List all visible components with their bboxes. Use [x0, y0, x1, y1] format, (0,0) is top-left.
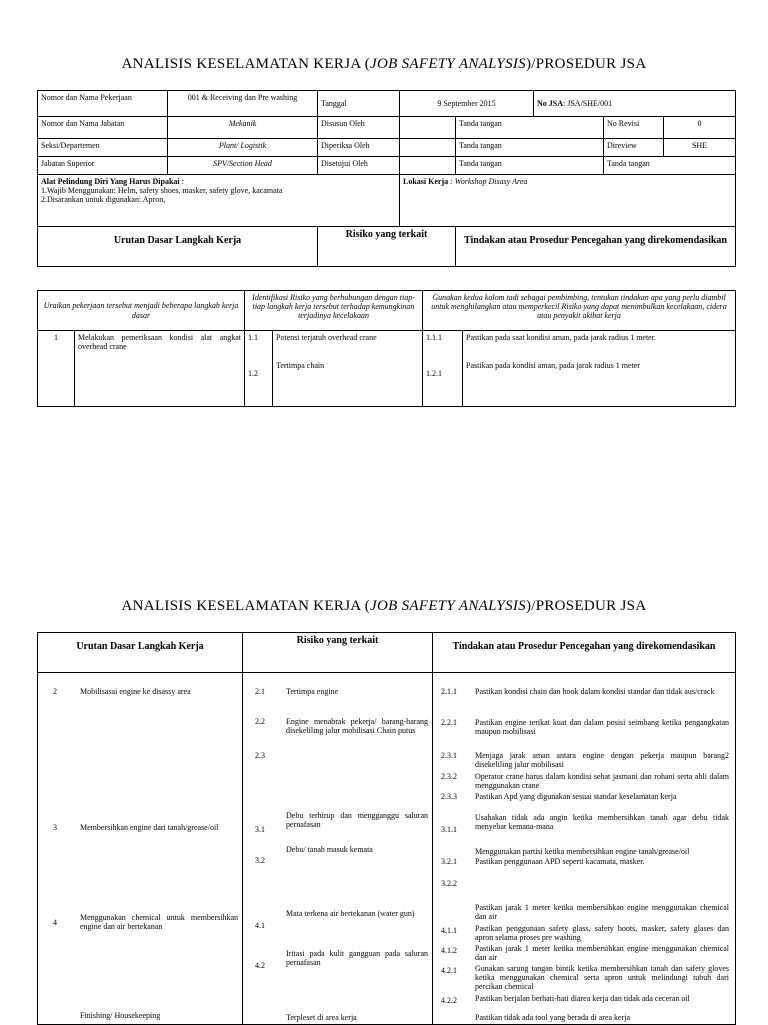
guide-col3: Gunakan kedua kolom tadi sebagai pembimbing, tentukan tindakan apa yang perlu diambil untuk menghilangkan atau memperkecil Risiko yang dapat menimbulkan kecelakaan, cidera atau penyakit akibat kerja [423, 291, 736, 331]
label-tanda-tangan-1: Tanda tangan [456, 117, 604, 139]
action-text: Pastikan jarak 1 meter ketika membersihkan engine menggunakan chemical dan air [475, 944, 729, 963]
risk-no: 2.1 [255, 687, 265, 696]
label-direview: Direview [604, 139, 664, 157]
apd-title: Alat Pelindung Diri Yang Harus Dipakai [41, 177, 180, 186]
risk-no: 1.1 [248, 333, 259, 342]
label-disetujui-oleh: Disetujui Oleh [318, 157, 400, 175]
step-text: Membersihkan engine dari tanah/grease/oil [80, 823, 219, 832]
header-tindakan: Tindakan atau Prosedur Pencegahan yang direkomendasikan [456, 227, 736, 267]
info-table [37, 90, 736, 267]
page2-header-risiko: Risiko yang terkait [243, 633, 433, 673]
page2-header-tindakan: Tindakan atau Prosedur Pencegahan yang direkomendasikan [433, 633, 736, 673]
action-text: Pastikan Apd yang digunakan sesuai standar keselamatan kerja [475, 792, 677, 801]
action-no: 4.1.1 [441, 926, 457, 935]
label-seksi: Seksi/Departemen [38, 139, 168, 157]
title-suffix: )/PROSEDUR JSA [525, 56, 647, 72]
label-no-revisi: No Revisi [604, 117, 664, 139]
action-no: 2.2.1 [441, 718, 457, 727]
label-tanggal: Tanggal [318, 91, 400, 117]
label-tanda-tangan-3: Tanda tangan [456, 157, 604, 175]
lokasi-label: Lokasi Kerja [403, 177, 449, 186]
title-italic: JOB SAFETY ANALYSIS [370, 56, 526, 72]
risk-text: Iritasi pada kulit gangguan pada saluran pernafasan [286, 949, 428, 968]
no-jsa [534, 91, 736, 117]
action-no: 4.1.2 [441, 946, 457, 955]
step-text: Finishing/ Housekeeping [80, 1011, 161, 1020]
action-text: Pastikan penggunaan safety glass, safety boots, masker, safety glases dan apron selama proses pre washing [475, 924, 729, 943]
page1-table [37, 290, 736, 407]
row1-action-texts [463, 331, 736, 407]
action-no: 2.3.3 [441, 792, 457, 801]
label-disusun-oleh: Disusun Oleh [318, 117, 400, 139]
action-no: 1.1.1 [426, 333, 443, 342]
title-prefix: ANALISIS KESELAMATAN KERJA ( [121, 56, 370, 72]
action-text: Pastikan pada saat kondisi aman, pada jarak radius 1 meter. [466, 333, 656, 342]
risk-no: 4.1 [255, 921, 265, 930]
title-suffix: )/PROSEDUR JSA [525, 598, 647, 614]
label-diperiksa-oleh: Diperiksa Oleh [318, 139, 400, 157]
action-text: Usahakan tidak ada angin ketika membersihkan tanah agar debu tidak menyebar kemana-mana [475, 813, 729, 832]
action-no: 3.2.1 [441, 857, 457, 866]
row1-risk-texts [273, 331, 423, 407]
value-nomor-jabatan: Mekanik [168, 117, 318, 139]
action-text: Menggunakan partisi ketika membersihkan engine tanah/grease/oil [475, 847, 690, 856]
action-text: Pastikan pada kondisi aman, pada jarak radius 1 meter [466, 361, 640, 370]
risk-text: Tertimpa chain [276, 361, 325, 370]
risk-no: 4.2 [255, 961, 265, 970]
title-prefix: ANALISIS KESELAMATAN KERJA ( [121, 598, 370, 614]
action-no: 2.3.2 [441, 772, 457, 781]
step-text: Mobilisasai engine ke disassy area [80, 687, 191, 696]
step-no: 3 [53, 823, 57, 832]
value-tanggal: 9 September 2015 [400, 91, 534, 117]
page2-actions-cell [433, 673, 736, 1025]
page2-steps-cell [38, 673, 243, 1025]
lokasi-value: : Workshop Disasy Area [448, 177, 528, 186]
value-no-revisi: 0 [664, 117, 736, 139]
label-jabatan-superior: Jabatan Superior [38, 157, 168, 175]
row1-action-nos [423, 331, 463, 407]
risk-text: Mata terkena air bertekanan (water gun) [286, 909, 415, 918]
page-title [0, 56, 768, 73]
risk-no: 3.1 [255, 825, 265, 834]
action-no: 3.2.2 [441, 879, 457, 888]
lokasi-section [400, 175, 736, 227]
step-no: 4 [53, 918, 57, 927]
row1-no: 1 [38, 331, 75, 407]
value-nomor-pekerjaan: 001 & Receiving dan Pre washing [168, 91, 318, 117]
risk-no: 1.2 [248, 369, 259, 378]
disetujui-oleh-empty [400, 157, 456, 175]
step-no: 2 [53, 687, 57, 696]
action-no: 4.2.1 [441, 966, 457, 975]
guide-col2: Identifikasi Risiko yang berhubungan dengan tiap-tiap langkah kerja tersebut terhadap kemungkinan terjadinya kecelakaan [245, 291, 423, 331]
action-text: Pastikan berjalan berhati-hati diarea kerja dan tidak ada ceceran oil [475, 994, 690, 1003]
value-jabatan-superior: SPV/Section Head [168, 157, 318, 175]
label-nomor-pekerjaan: Nomor dan Nama Pekerjaan [38, 91, 168, 117]
header-langkah-kerja: Urutan Dasar Langkah Kerja [38, 227, 318, 267]
action-text: Menjaga jarak aman antara engine dengan pekerja maupun barang2 disekeliling jalur mobilisasi [475, 751, 729, 770]
action-text: Pastikan engine terikat kuat dan dalam posisi seimbang ketika pengangkatan maupun mobilisasi [475, 718, 729, 737]
action-no: 3.1.1 [441, 825, 457, 834]
page2-table [37, 632, 736, 1025]
action-text: Operator crane harus dalam kondisi sehat jasmani dan rohani serta ahli dalam menggunakan crane [475, 772, 729, 791]
action-no: 2.3.1 [441, 751, 457, 760]
apd-line-1: 1.Wajib Menggunakan: Helm, safety shoes, masker, safety glove, kacamata [41, 186, 283, 196]
risk-no: 2.3 [255, 751, 265, 760]
risk-text: Tertimpa engine [286, 687, 339, 696]
action-no: 2.1.1 [441, 687, 457, 696]
diperiksa-oleh-empty [400, 139, 456, 157]
label-tanda-tangan-2: Tanda tangan [456, 139, 604, 157]
value-direview: SHE [664, 139, 736, 157]
risk-no: 3.2 [255, 856, 265, 865]
page2-risks-cell [243, 673, 433, 1025]
action-text: Pastikan penggunaan APD seperti kacamata, masker. [475, 857, 645, 866]
action-no: 4.2.2 [441, 996, 457, 1005]
value-seksi: Plant/ Logistik [168, 139, 318, 157]
action-text: Pastikan tidak ada tool yang berada di area kerja [475, 1013, 631, 1022]
disusun-oleh-empty [400, 117, 456, 139]
apd-section: Alat Pelindung Diri Yang Harus Dipakai : 1.Wajib Menggunakan: Helm, safety shoes, masker, safety glove, kacamata 2.Disarankan untuk digunakan: Apron, [38, 175, 400, 227]
row1-risk-nos [245, 331, 273, 407]
risk-text: Debu terhirup dan mengganggu saluran pernafasan [286, 811, 428, 830]
header-risiko: Risiko yang terkait [318, 227, 456, 267]
step-text: Menggunakan chemical untuk membersihkan engine dan air bertekanan [80, 913, 238, 932]
action-no: 1.2.1 [426, 369, 443, 378]
label-no-jsa: No JSA [537, 98, 564, 108]
label-nomor-jabatan: Nomor dan Nama Jabatan [38, 117, 168, 139]
action-text: Pastikan kondisi chain dan hook dalam kondisi standar dan tidak aus/crack [475, 687, 715, 696]
page2-title [0, 598, 768, 615]
label-tanda-tangan-4: Tanda tangan [604, 157, 736, 175]
value-no-jsa: : JSA/SHE/001 [563, 98, 613, 108]
apd-line-2: 2.Disarankan untuk digunakan: Apron, [41, 195, 166, 205]
page2-header-langkah: Urutan Dasar Langkah Kerja [38, 633, 243, 673]
risk-text: Debu/ tanah masuk kemata [286, 845, 373, 854]
guide-col1: Uraikan pekerjaan tersebut menjadi beberapa langkah kerja dasar [38, 291, 245, 331]
action-text: Gunakan sarung tangan bintik ketika membersihkan tanah dan safety gloves ketika menggunakan chemical serta apron untuk melindungi tubuh dari percikan chemical [475, 964, 729, 992]
title-italic: JOB SAFETY ANALYSIS [370, 598, 526, 614]
row1-step: Melakukan pemeriksaan kondisi alat angkat overhead crane [75, 331, 245, 407]
risk-text: Terpleset di area kerja [286, 1013, 357, 1022]
risk-no: 2.2 [255, 717, 265, 726]
risk-text: Engine menabrak pekerja/ barang-barang disekeliling jalur mobilisasi Chain putus [286, 717, 428, 736]
risk-text: Potensi terjatuh overhead crane [276, 333, 377, 342]
action-text: Pastikan jarak 1 meter ketika membersihkan engine menggunakan chemical dan air [475, 903, 729, 922]
